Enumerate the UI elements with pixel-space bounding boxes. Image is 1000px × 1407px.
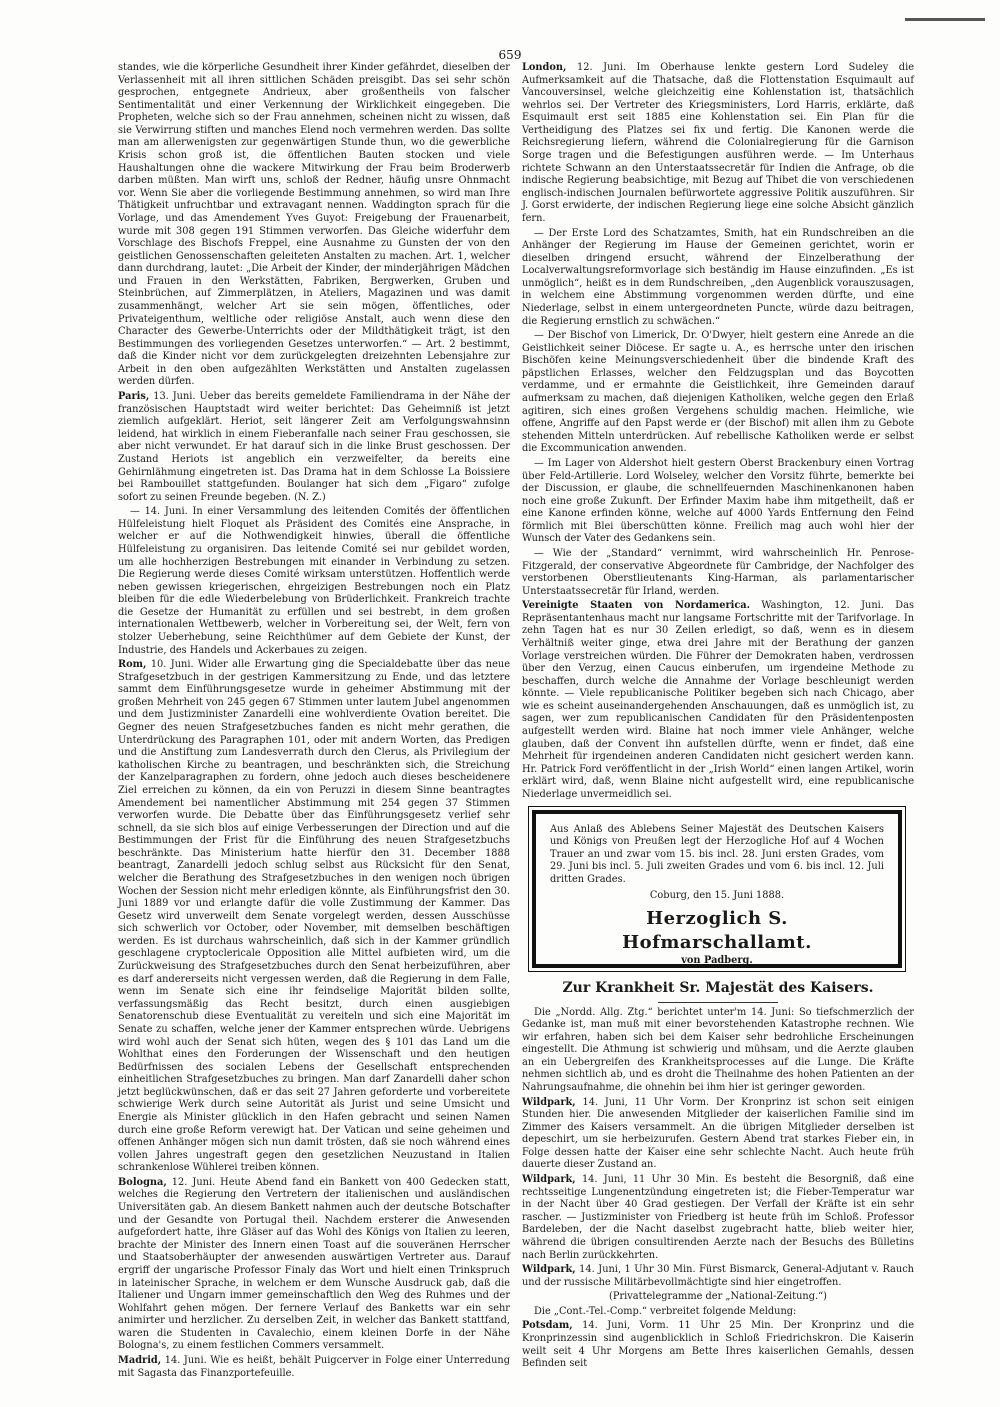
article-paragraph bbox=[522, 600, 914, 801]
page-number: 659 bbox=[498, 48, 522, 62]
paragraph-text: — Der Erste Lord des Schatzamtes, Smith, hat ein Rundschreiben an die Anhänger der Regierung im Hause der Gemeinen gerichtet, worin er dieselben dringend ersucht, während der Einzelberathung der Localverwaltungsreformvorlage sich beständig im Hause einzufinden. „Es ist unmöglich“, heißt es in dem Rundschreiben, „den Augenblick vorauszusagen, in welchem eine Abstimmung vorgenommen werden dürfte, und eine Niederlage, selbst in einem untergeordneten Puncte, würde dazu beitragen, die Regierung ernstlich zu schwächen.“ bbox=[522, 227, 914, 327]
paragraph-text: (Privattelegramme der „National-Zeitung.“) bbox=[609, 1291, 827, 1303]
dateline-place: Potsdam, bbox=[522, 1320, 573, 1332]
left-column bbox=[118, 62, 510, 1382]
paragraph-text: — 14. Juni. In einer Versammlung des leitenden Comités der öffentlichen Hülfeleistung hielt Floquet als Präsident des Comités eine Ansprache, in welcher er auf die Nothwendigkeit hinwies, überall die öffentliche Hülfeleistung zu organisiren. Das leitende Comité sei nur gebildet worden, um alle hochherzigen Bestrebungen mit einander in Verbindung zu setzen. Die Regierung werde dieses Comité wirksam unterstützen. Hoffentlich werde neben gewissen kriegerischen, ehrgeizigen Bestrebungen noch ein Platz bleiben für die edle Wiederbelebung von Brüderlichkeit. Frankreich trachte die Gesetze der Humanität zu erfüllen und sei bestrebt, in dem großen internationalen Wettbewerb, welcher in Vorbereitung sei, der Welt, fern von stolzer Ueberhebung, seine Reichthümer auf dem Gebiete der Kunst, der Industrie, des Handels und Ackerbaues zu zeigen. bbox=[118, 506, 510, 656]
article-paragraph bbox=[522, 1320, 914, 1370]
top-edge-rule bbox=[905, 18, 985, 21]
section-divider bbox=[658, 1002, 778, 1003]
article-paragraph bbox=[118, 62, 510, 389]
article-paragraph bbox=[522, 458, 914, 546]
article-paragraph bbox=[522, 1174, 914, 1262]
paragraph-text: 14. Juni, 1 Uhr 30 Min. Fürst Bismarck, General-Adjutant v. Rauch und der russische Militärbevollmächtigte sind hier eingetroffen. bbox=[522, 1264, 914, 1288]
dateline-place: Vereinigte Staaten von Nordamerica. bbox=[522, 600, 751, 612]
notice-sender: Herzoglich S. Hofmarschallamt. bbox=[622, 908, 812, 953]
dateline-place: Wildpark, bbox=[522, 1174, 576, 1186]
article-paragraph bbox=[118, 1355, 510, 1380]
dateline-place: Rom, bbox=[118, 659, 147, 671]
paragraph-text: 14. Juni, 11 Uhr 30 Min. Es besteht die Besorgniß, daß eine rechtsseitige Lungenentzündung eingetreten ist; die Fieber-Temperatur war in der Nacht über 40 Grad gestiegen. Der Verfall der Kräfte ist ein sehr rascher. — Justizminister von Friedberg ist heute früh im Schloß. Professor Bardeleben, der die Nacht daselbst zugebracht hatte, blieb weiter hier, während die übrigen consultirenden Aerzte nach der Besuchs des Bülletins nach Berlin zurückkehrten. bbox=[522, 1174, 914, 1261]
article-paragraph bbox=[118, 1177, 510, 1353]
paragraph-text: 14. Juni. Wie es heißt, behält Puigcerver in Folge einer Unterredung mit Sagasta das Finanzportefeuille. bbox=[118, 1354, 510, 1379]
article-paragraph bbox=[522, 1264, 914, 1289]
section-title: Zur Krankheit Sr. Majestät des Kaisers. bbox=[562, 979, 874, 996]
article-paragraph bbox=[522, 1291, 914, 1304]
paragraph-text: Washington, 12. Juni. Das Repräsentantenhaus macht nur langsame Fortschritte mit der Tarifvorlage. In zehn Tagen hat es nur 30 Zeilen erledigt, so daß, wenn es in diesem Verhältniß weiter ginge, etwa drei Jahre mit der Berathung der ganzen Vorlage verstreichen würden. Die Führer der Demokraten haben, verdrossen über den Verzug, einen Caucus einberufen, um irgendeine Methode zu beschaffen, durch welche die Annahme der Vorlage beschleunigt werden könnte. — Viele republicanische Politiker begeben sich nach Chicago, aber wie es scheint auseinandergehenden Anschauungen, daß es unmöglich ist, zu sagen, wer zum republicanischen Candidaten für den Präsidentenposten aufgestellt werden wird. Blaine hat noch immer viele Anhänger, welche glauben, daß der Convent ihn aufstellen dürfte, wenn er findet, daß eine Mehrheit für irgendeinen anderen Candidaten nicht gesichert werden kann. Hr. Patrick Ford veröffentlicht in der „Irish World“ einen langen Artikel, worin erklärt wird, daß, wenn Blaine nicht aufgestellt wird, eine republicanische Niederlage unvermeidlich sei. bbox=[522, 600, 914, 800]
article-paragraph bbox=[522, 1007, 914, 1095]
paragraph-text: — Im Lager von Aldershot hielt gestern Oberst Brackenbury einen Vortrag über Feld-Artillerie. Lord Wolseley, welcher den Vorsitz führte, bemerkte bei der Discussion, er glaube, die schnellfeuernden Maschinenkanonen haben noch eine große Zukunft. Der Erfinder Maxim habe ihm mitgetheilt, daß er eine Kanone erfinden könne, welche auf 4000 Yards Entfernung den Feind förmlich mit Blei überschütten könne. Freilich mag auch wohl hier der Wunsch der Vater des Gedankens sein. bbox=[522, 457, 914, 545]
notice-signature: von Padberg. bbox=[681, 955, 753, 966]
right-column bbox=[522, 62, 914, 1373]
notice-text: Aus Anlaß des Ablebens Seiner Majestät des Deutschen Kaisers und Königs von Preußen legt der Herzogliche Hof auf 4 Wochen Trauer an und zwar vom 15. bis incl. 28. Juni ersten Grades, vom 29. Juni bis incl. 5. Juli zweiten Grades und vom 6. bis incl. 12. Juli dritten Grades. bbox=[550, 823, 884, 885]
article-paragraph bbox=[522, 548, 914, 598]
article-paragraph bbox=[522, 330, 914, 456]
dateline-place: Wildpark, bbox=[522, 1096, 576, 1108]
article-paragraph bbox=[118, 391, 510, 504]
article-paragraph bbox=[522, 228, 914, 329]
paragraph-text: 14. Juni, 11 Uhr Vorm. Der Kronprinz ist schon seit einigen Stunden hier. Die anwesenden Mitglieder der kaiserlichen Familie sind im Zimmer des Kaisers versammelt. An die übrigen Mitglieder derselben ist depeschirt, um sie herbeizurufen. Gestern Abend trat starkes Fieber ein, in Folge dessen hatte der Kaiser eine sehr schlechte Nacht. Auch heute früh dauerte dieser Zustand an. bbox=[522, 1096, 914, 1171]
paragraph-text: 12. Juni. Im Oberhause lenkte gestern Lord Sudeley die Aufmerksamkeit auf die Thatsache, daß die Flottenstation Esquimault auf Vancouversinsel, welche gleichzeitig eine Kohlenstation ist, thatsächlich wehrlos sei. Der Vertreter des Kriegsministers, Lord Harris, erklärte, daß Esquimault erst seit 1885 eine Kohlenstation sei. Ein Plan für die Vertheidigung des Platzes sei fix und fertig. Die Kanonen werde die Reichsregierung liefern, während die Colonialregierung für die Garnison Sorge tragen und die Befestigungen ausführen werde. — Im Unterhaus richtete Schwann an den Unterstaatssecretär für Indien die Anfrage, ob die indische Regierung beabsichtige, mit Bezug auf Thibet die von verschiedenen englisch-indischen Journalen befürwortete aggressive Politik auszuführen. Sir J. Gorst erwiderte, der indischen Regierung liege eine solche Absicht gänzlich fern. bbox=[522, 62, 914, 224]
paragraph-text: 10. Juni. Wider alle Erwartung ging die Specialdebatte über das neue Strafgesetzbuch in der gestrigen Kammersitzung zu Ende, und das letztere sammt dem Einführungsgesetze wurde in geheimer Abstimmung mit der großen Mehrheit von 245 gegen 67 Stimmen unter lautem Jubel angenommen und dem Justizminister Zanardelli eine wohlverdiente Ovation bereitet. Die Gegner des neuen Strafgesetzbuches fanden es nicht mehr gerathen, die Unterdrückung des Paragraphen 101, oder mit andern Worten, das Predigen und die Anstiftung zum Landesverrath durch den Clerus, als Privilegium der katholischen Kirche zu beantragen, und beschränkten sich, die Streichung der Kanzelparagraphen zu fordern, ohne jedoch auch dieses bescheidenere Ziel erreichen zu können, da ein von Peruzzi in diesem Sinne beantragtes Amendement bei namentlicher Abstimmung mit 254 gegen 37 Stimmen verworfen wurde. Die Debatte über das Einführungsgesetz verlief sehr schnell, da sie sich blos auf einige Verbesserungen der Direction und auf die Bestimmungen der Frist für die Einführung des neuen Strafgesetzbuchs beschränkte. Das Ministerium hatte hierfür den 31. December 1888 beantragt, Zanardelli jedoch schlug selbst aus Rücksicht für den Senat, welcher die Berathung des Strafgesetzbuches in den wenigen noch übrigen Wochen der Session nicht mehr erledigen könnte, als Einführungsfrist den 30. Juni 1889 vor und erlangte dafür die volle Zustimmung der Kammer. Das Gesetz wird unverweilt dem Senate vorgelegt werden, dessen Ausschüsse sich schwerlich vor October, oder November, mit demselben beschäftigen werden. Es ist durchaus wahrscheinlich, daß sich in der Kammer gründlich geschlagene cryptoclericale Opposition alle Mittel aufbieten wird, um die Zurückweisung des Strafgesetzbuches durch den Senat herbeizuführen, aber es darf andererseits nicht vergessen werden, daß die Regierung in dem Falle, wenn im Senate sich eine ihr feindselige Majorität bilden sollte, verfassungsmäßig das Recht besitzt, durch einen ausgiebigen Senatorenschub diese Eventualität zu vereiteln und sich eine Majorität im Senate zu schaffen, welche jener der Kammer entsprechen würde. Uebrigens wird wohl auch der Senat sich hüten, wegen des § 101 das Land um die Wohlthat eines den Forderungen der Wissenschaft und den heutigen Bedürfnissen des socialen Lebens der Gesellschaft entsprechenden einheitlichen Strafgesetzbuches zu bringen. Man darf Zanardelli daher schon jetzt beglückwünschen, daß er das seit 27 Jahren geforderte und vorbereitete schwierige Werk durch seine Autorität als Jurist und seine Umsicht und Energie als Minister glücklich in den Hafen gebracht und seinen Namen durch eine große Reform verewigt hat. Der Vatican und seine geheimen und offenen Anhänger mögen sich nun damit trösten, daß sie noch während eines vollen Jahres ungestraft gegen den gesetzlichen Neuzustand in Italien schrankenlose Wühlerei treiben können. bbox=[118, 659, 510, 1174]
article-paragraph bbox=[522, 62, 914, 226]
mourning-notice bbox=[532, 810, 902, 968]
paragraph-text: standes, wie die körperliche Gesundheit ihrer Kinder gefährdet, dieselben der Verlassenheit mit all ihren sittlichen Schäden preisgibt. Das sei sehr schön gesprochen, entgegnete Andrieux, aber großentheils von falscher Sentimentalität und einer Verkennung der Wirklichkeit eingegeben. Die Propheten, welche sich so der Frau annehmen, scheinen nicht zu wissen, daß sie Verwirrung stiften und manches Elend noch vermehren werden. Das sollte man am allerwenigsten zur gegenwärtigen Stunde thun, wo die gewerbliche Krisis schon groß ist, die öffentlichen Bauten stocken und viele Haushaltungen ohne die wackere Mitwirkung der Frau beim Broderwerb darben müßten. Man wirft uns, schloß der Redner, häufig unsre Ohnmacht vor. Wenn Sie aber die vorliegende Bestimmung annehmen, so wird man Ihre Thätigkeit unfruchtbar und extravagant nennen. Waddington sprach für die Vorlage, und das Amendement Yves Guyot: Freigebung der Frauenarbeit, wurde mit 308 gegen 191 Stimmen verworfen. Das Gleiche widerfuhr dem Vorschlage des Bischofs Freppel, eine Ausnahme zu Gunsten der von den geistlichen Genossenschaften geleiteten Anstalten zu machen. Art. 1, welcher dann durchdrang, lautet: „Die Arbeit der Kinder, der minderjährigen Mädchen und Frauen in den Werkstätten, Fabriken, Bergwerken, Gruben und Steinbrüchen, auf Zimmerplätzen, in Ateliers, Magazinen und was damit zusammenhängt, welcher Art sie sein mögen, öffentliches, oder Privateigenthum, weltliche oder religiöse Anstalt, auch wenn diese den Character des Gewerbe-Unterrichts oder der Mildthätigkeit trägt, ist den Bestimmungen des vorliegenden Gesetzes unterworfen.“ — Art. 2 bestimmt, daß die Kinder nicht vor dem zurückgelegten dreizehnten Lebensjahre zur Arbeit in den oben aufgezählten Werkstätten und Anstalten zugelassen werden dürfen. bbox=[118, 62, 510, 388]
paragraph-text: 14. Juni, Vorm. 11 Uhr 25 Min. Der Kronprinz und die Kronprinzessin sind augenblicklich in Schloß Friedrichskron. Die Kaiserin weilt seit 4 Uhr Morgens am Bette Ihres kaiserlichen Gemahls, dessen Befinden seit bbox=[522, 1320, 914, 1370]
paragraph-text: 13. Juni. Ueber das bereits gemeldete Familiendrama in der Nähe der französischen Hauptstadt wird weiter berichtet: Das Geheimniß ist jetzt ziemlich aufgeklärt. Heriot, seit längerer Zeit am Verfolgungswahnsinn leidend, hat wirklich in einem Fieberanfalle nach seiner Frau geschossen, sie aber nicht verwundet. Er hat darauf sich in die linke Brust geschossen. Der Zustand Heriots ist angeblich ein verzweifelter, da bereits eine Gehirnlähmung eingetreten ist. Das Drama hat in dem Schlosse La Boissiere bei Rambouillet stattgefunden. Boulanger hat sich dem „Figaro“ zufolge sofort zu seinen Freunde begeben. (N. Z.) bbox=[118, 391, 510, 503]
dateline-place: Bologna, bbox=[118, 1176, 167, 1188]
paragraph-text: Die „Nordd. Allg. Ztg.“ berichtet unter'm 14. Juni: So tiefschmerzlich der Gedanke ist, man muß mit einer bevorstehenden Katastrophe rechnen. Wie wir erfahren, haben sich bei dem Kaiser sehr bedrohliche Erscheinungen eingestellt. Die Athmung ist schwierig und mühsam, und die Aerzte glauben an ein Uebergreifen des Krankheitsprocesses auf die Lunge. Die Kräfte nehmen sichtlich ab, und es droht die Theilnahme des hohen Patienten an der Nahrungsaufnahme, die ohnehin bei ihm hier ist geringer geworden. bbox=[522, 1006, 914, 1093]
article-paragraph bbox=[522, 1306, 914, 1319]
dateline-place: Wildpark, bbox=[522, 1264, 576, 1276]
article-paragraph bbox=[118, 506, 510, 657]
paragraph-text: — Der Bischof von Limerick, Dr. O'Dwyer, hielt gestern eine Anrede an die Geistlichkeit seiner Diöcese. Er sagte u. A., es herrsche unter den irischen Bischöfen keine Meinungsverschiedenheit über die bindende Kraft des päpstlichen Erlasses, welcher den Feldzugsplan und das Boycotten verdamme, und er ermahnte die Geistlichkeit, ihre Gemeinden darauf aufmerksam zu machen, daß diejenigen Katholiken, welche gegen den Erlaß agitiren, sich eines großen Vergehens schuldig machen. Heimliche, wie offene, Angriffe auf den Papst werde er (der Bischof) mit allen ihm zu Gebote stehenden Mitteln unterdrücken. Auf rebellische Katholiken werde er selbst die Excommunication anwenden. bbox=[522, 330, 914, 455]
paragraph-text: — Wie der „Standard“ vernimmt, wird wahrscheinlich Hr. Penrose-Fitzgerald, der conservative Abgeordnete für Cambridge, der Nachfolger des verstorbenen Oberstlieutenants King-Harman, als parlamentarischer Unterstaatssecretär für Irland, werden. bbox=[522, 547, 914, 597]
notice-date: Coburg, den 15. Juni 1888. bbox=[649, 890, 785, 902]
article-paragraph bbox=[522, 1097, 914, 1172]
paragraph-text: 12. Juni. Heute Abend fand ein Bankett von 400 Gedecken statt, welches die Regierung den Vertretern der italienischen und ausländischen Universitäten gab. An diesem Bankett nahmen auch der deutsche Botschafter und der Gesandte von Portugal theil. Nachdem ersterer die Anwesenden aufgefordert hatte, ihre Gläser auf das Wohl des Königs von Italien zu leeren, brachte der Minister des Innern einen Toast auf die souveränen Herrscher und Staatsoberhäupter der anwesenden auswärtigen Vertreter aus. Darauf ergriff der ungarische Professor Finaly das Wort und hielt einen Trinkspruch in lateinischer Sprache, in welchem er dem Wunsche Ausdruck gab, daß die Italiener und Ungarn immer gemeinschaftlich den Weg des Ruhmes und der Wohlfahrt gehen mögen. Der fernere Verlauf des Banketts war ein sehr animirter und herzlicher. Zu derselben Zeit, in welcher das Bankett stattfand, waren die Studenten in Cavalechio, einem kleinen Dorfe in der Nähe Bologna's, zu einem festlichen Commers versammelt. bbox=[118, 1176, 510, 1352]
dateline-place: Madrid, bbox=[118, 1354, 162, 1366]
dateline-place: Paris, bbox=[118, 391, 150, 403]
article-paragraph bbox=[118, 659, 510, 1175]
dateline-place: London, bbox=[522, 62, 567, 73]
paragraph-text: Die „Cont.-Tel.-Comp.“ verbreitet folgende Meldung: bbox=[534, 1305, 797, 1317]
